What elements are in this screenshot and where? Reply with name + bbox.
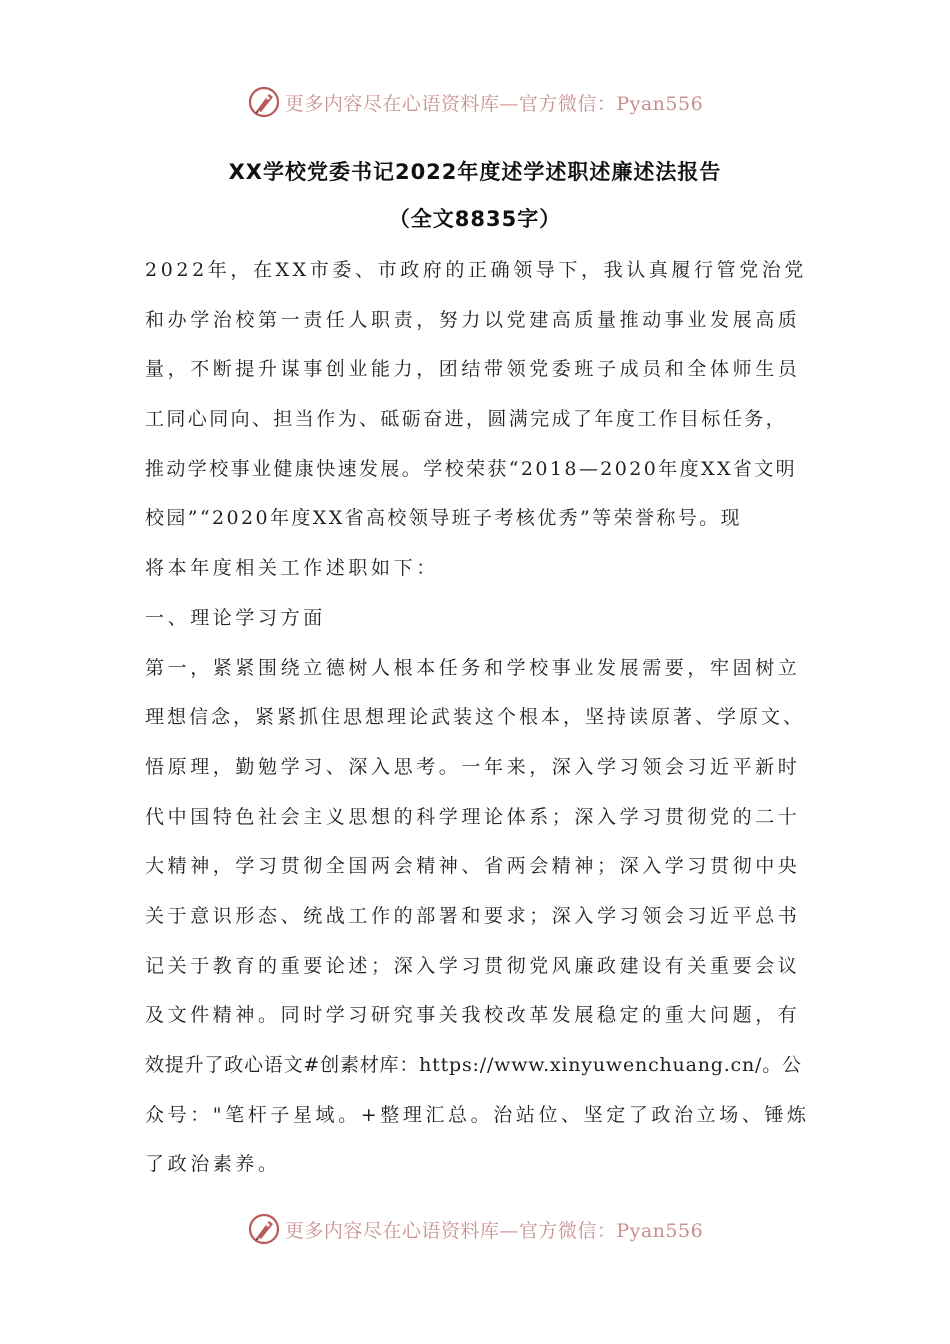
body-line: 将本年度相关工作述职如下：	[145, 557, 439, 580]
body-line: 代中国特色社会主义思想的科学理论体系；深入学习贯彻党的二十	[145, 805, 801, 828]
body-line: 第一，紧紧围绕立德树人根本任务和学校事业发展需要，牢固树立	[145, 656, 801, 679]
watermark-text: 更多内容尽在心语资料库—官方微信：Pyan556	[284, 1219, 704, 1242]
body-line: 关于意识形态、统战工作的部署和要求；深入学习领会习近平总书	[145, 904, 801, 927]
body-line: 了政治素养。	[145, 1153, 281, 1176]
document-subtitle: （全文8835字）	[388, 207, 562, 231]
body-line: 悟原理，勤勉学习、深入思考。一年来，深入学习领会习近平新时	[145, 755, 801, 778]
body-line: 记关于教育的重要论述；深入学习贯彻党风廉政建设有关重要会议	[145, 954, 801, 977]
body-line: 众号："笔杆子星域。+整理汇总。治站位、坚定了政治立场、锤炼	[145, 1103, 810, 1126]
body-line: 效提升了政心语文#创素材库：https://www.xinyuwenchuang.cn/。公	[145, 1054, 802, 1076]
pen-nib-icon	[247, 85, 281, 119]
body-line: 推动学校事业健康快速发展。学校荣获“2018—2020年度XX省文明	[145, 457, 798, 480]
watermark-text: 更多内容尽在心语资料库—官方微信：Pyan556	[284, 92, 704, 115]
body-line: 大精神，学习贯彻全国两会精神、省两会精神；深入学习贯彻中央	[145, 855, 801, 878]
body-line: 和办学治校第一责任人职责，努力以党建高质量推动事业发展高质	[145, 308, 801, 331]
document-body	[145, 253, 810, 1197]
body-line: 及文件精神。同时学习研究事关我校改革发展稳定的重大问题，有	[145, 1004, 801, 1027]
pen-nib-icon	[247, 1212, 281, 1246]
section-heading: 一、理论学习方面	[145, 606, 326, 629]
watermark-banner-top	[0, 82, 950, 122]
document-title: XX学校党委书记2022年度述学述职述廉述法报告	[228, 160, 722, 184]
body-line: 理想信念，紧紧抓住思想理论武装这个根本，坚持读原著、学原文、	[145, 706, 806, 729]
body-line: 量，不断提升谋事创业能力，团结带领党委班子成员和全体师生员	[145, 358, 801, 381]
body-line: 2022年，在XX市委、市政府的正确领导下，我认真履行管党治党	[145, 259, 808, 281]
body-line: 工同心同向、担当作为、砥砺奋进，圆满完成了年度工作目标任务，	[145, 408, 788, 431]
body-line: 校园”“2020年度XX省高校领导班子考核优秀”等荣誉称号。现	[145, 507, 742, 530]
watermark-banner-bottom	[0, 1209, 950, 1249]
